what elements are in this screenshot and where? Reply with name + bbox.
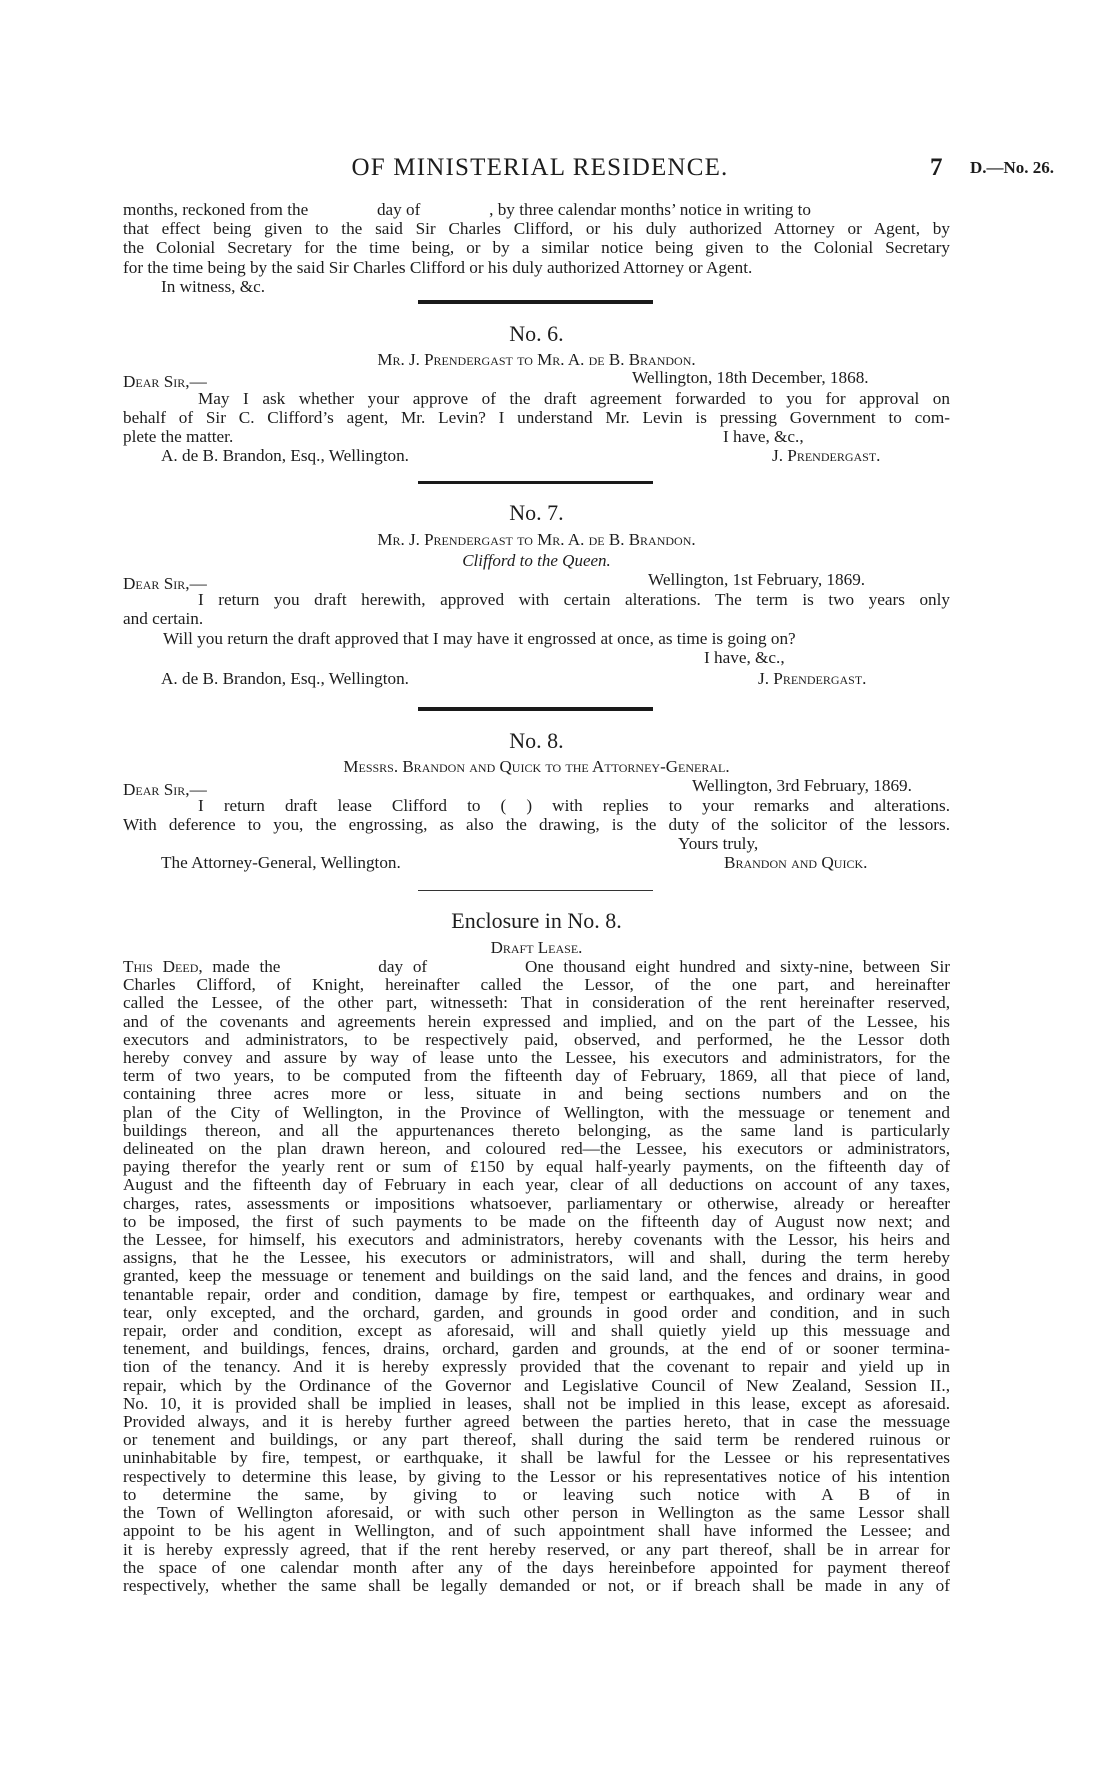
enclosure-subheading: Draft Lease. [490, 938, 583, 957]
letter-subheading-no6: Mr. J. Prendergast to Mr. A. de B. Brandon. [377, 350, 696, 369]
lease-text-line: tion of the tenancy. And it is hereby expressly provided that the covenant to repair and yield up in [123, 1357, 950, 1377]
letter-subheading-no7: Mr. J. Prendergast to Mr. A. de B. Brandon. [377, 530, 696, 549]
witness-line: In witness, &c. [161, 276, 266, 296]
closing: I have, &c., [704, 648, 785, 667]
lease-text-line: to determine the same, by giving to or leaving such notice with A B of in [123, 1484, 950, 1504]
text-line: the Colonial Secretary for the time being, or by a similar notice being given to the Colonial Secretary [123, 238, 950, 258]
salutation: Dear Sir,— [123, 780, 207, 799]
lease-text-line: repair, order and condition, except as aforesaid, will and shall quietly yield up this messuage and [123, 1321, 950, 1341]
letter-body-no8 [123, 796, 950, 834]
lease-text-line: called the Lessee, of the other part, witnesseth: That in consideration of the rent hereinafter reserved, [123, 993, 950, 1013]
lease-text-line: No. 10, it is provided shall be implied in leases, shall not be implied in this lease, except as aforesaid. [123, 1393, 950, 1413]
letter-date: Wellington, 18th December, 1868. [632, 368, 869, 387]
lease-text-line: tenement, and buildings, fences, drains, orchard, garden and grounds, at the end of or sooner termina- [123, 1339, 950, 1359]
letter-heading-no8: No. 8. [509, 728, 564, 753]
lease-text-line: appoint to be his agent in Wellington, and of such appointment shall have informed the Lessee; and [123, 1521, 950, 1541]
lease-text-line: uninhabitable by fire, tempest, or earthquake, it shall be lawful for the Lessee or his representatives [123, 1448, 950, 1468]
lease-text-line: term of two years, to be computed from the fifteenth day of February, 1869, all that piece of land, [123, 1066, 950, 1086]
letter-date: Wellington, 1st February, 1869. [648, 570, 866, 589]
letter-heading-no6: No. 6. [509, 321, 564, 346]
document-reference: D.—No. 26. [970, 158, 1055, 177]
text-line: that effect being given to the said Sir Charles Clifford, or his duly authorized Attorney or Agent, by [123, 219, 950, 239]
lease-text-line: paying therefor the yearly rent or sum of £150 by equal half-yearly payments, on the fifteenth day of [123, 1157, 950, 1177]
section-divider [418, 481, 653, 484]
closing: I have, &c., [723, 427, 804, 446]
salutation: Dear Sir,— [123, 574, 207, 593]
intro-paragraph [123, 200, 950, 296]
addressee: A. de B. Brandon, Esq., Wellington. [161, 669, 409, 688]
text-line: Will you return the draft approved that I may have it engrossed at once, as time is going on? [163, 629, 796, 649]
signature: J. Prendergast. [758, 669, 867, 688]
lease-text-line: granted, keep the messuage or tenement and buildings on the said land, and the fences and drains, in good [123, 1266, 950, 1286]
lease-text-line: hereby convey and assure by way of lease unto the Lessee, his executors and administrators, for the [123, 1048, 950, 1068]
text-line: May I ask whether your approve of the draft agreement forwarded to you for approval on [198, 389, 950, 408]
lease-text-line: buildings thereon, and all the appurtenances thereto belonging, as the same land is particularly [123, 1120, 950, 1140]
enclosure-heading: Enclosure in No. 8. [451, 908, 622, 933]
lease-text-line: repair, which by the Ordinance of the Governor and Legislative Council of New Zealand, Session II., [123, 1375, 950, 1395]
addressee: The Attorney-General, Wellington. [161, 853, 401, 872]
lease-text-line: the space of one calendar month after any of the days hereinbefore appointed for payment thereof [123, 1557, 950, 1577]
lease-opening-words: This Deed [123, 957, 199, 976]
text-line: plete the matter. [123, 427, 234, 447]
letter-note: Clifford to the Queen. [462, 551, 611, 570]
lease-text-line: Provided always, and it is hereby further agreed between the parties hereto, that in case the messuage [123, 1412, 950, 1432]
lease-text-line: and of the covenants and agreements herein expressed and implied, and on the part of the Lessee, his [123, 1011, 950, 1031]
text-line: I return you draft herewith, approved with certain alterations. The term is two years only [198, 590, 950, 609]
letter-subheading-no8: Messrs. Brandon and Quick to the Attorney-General. [343, 757, 730, 776]
addressee: A. de B. Brandon, Esq., Wellington. [161, 446, 409, 465]
lease-text-line: respectively, whether the same shall be legally demanded or not, or if breach shall be made in any of [123, 1575, 950, 1595]
text-line: behalf of Sir C. Clifford’s agent, Mr. Levin? I understand Mr. Levin is pressing Government to com- [123, 408, 950, 428]
text-line: I return draft lease Clifford to ( ) with replies to your remarks and alterations. [198, 796, 950, 815]
lease-text-line: containing three acres more or less, situate in and being sections numbers and on the [123, 1084, 950, 1104]
lease-text-line: August and the fifteenth day of February in each year, clear of all deductions on account of any taxes, [123, 1175, 950, 1195]
signature: J. Prendergast. [772, 446, 881, 465]
letter-body-no7 [123, 590, 950, 649]
text-line: and certain. [123, 609, 204, 629]
signature: Brandon and Quick. [724, 853, 868, 872]
closing: Yours truly, [678, 834, 759, 853]
lease-text-line: assigns, that he the Lessee, his executors or administrators, will and shall, during the term hereby [123, 1248, 950, 1268]
lease-text-line: executors and administrators, to be respectively paid, observed, and performed, he the Lessor doth [123, 1029, 950, 1049]
lease-text-line: This Deed, made the day of One thousand eight hundred and sixty-nine, between Sir [123, 957, 950, 976]
lease-text-line: tear, only excepted, and the orchard, garden, and grounds in good order and condition, and in such [123, 1302, 950, 1322]
lease-text-line: plan of the City of Wellington, in the Province of Wellington, with the messuage or tenement and [123, 1102, 950, 1122]
draft-lease-body [123, 958, 950, 1595]
lease-text-line: the Lessee, for himself, his executors and administrators, hereby covenants with the Lessor, his heirs and [123, 1230, 950, 1250]
lease-text-line: delineated on the plan drawn hereon, and coloured red—the Lessee, his executors or administrators, [123, 1139, 950, 1159]
running-head-title: OF MINISTERIAL RESIDENCE. [351, 154, 729, 181]
letter-body-no6 [123, 389, 950, 447]
text-line: for the time being by the said Sir Charles Clifford or his duly authorized Attorney or Agent. [123, 257, 753, 277]
lease-text-line: tenantable repair, order and condition, damage by fire, tempest or earthquakes, and ordinary wear and [123, 1284, 950, 1304]
text-line: months, reckoned from the day of , by three calendar months’ notice in writing to [123, 200, 811, 219]
lease-text-line: Charles Clifford, of Knight, hereinafter called the Lessor, of the one part, and hereinafter [123, 975, 950, 995]
section-divider [418, 300, 653, 304]
lease-text-line: charges, rates, assessments or impositions whatsoever, parliamentary or otherwise, already or hereafter [123, 1193, 950, 1213]
letter-date: Wellington, 3rd February, 1869. [692, 776, 912, 795]
letter-heading-no7: No. 7. [509, 500, 564, 525]
section-divider [418, 890, 653, 891]
page-number: 7 [930, 154, 943, 181]
salutation: Dear Sir,— [123, 372, 207, 391]
lease-text-line: or tenement and buildings, or any part thereof, shall during the said term be rendered ruinous or [123, 1430, 950, 1450]
text-line: With deference to you, the engrossing, as also the drawing, is the duty of the solicitor of the lessors. [123, 815, 950, 835]
lease-text-line: the Town of Wellington aforesaid, or with such other person in Wellington as the same Lessor shall [123, 1503, 950, 1523]
lease-text-line: respectively to determine this lease, by giving to the Lessor or his representatives notice of his intention [123, 1466, 950, 1486]
lease-text-line: to be imposed, the first of such payments to be made on the fifteenth day of August now next; and [123, 1211, 950, 1231]
section-divider [418, 707, 653, 711]
lease-text-line: it is hereby expressly agreed, that if the rent hereby reserved, or any part thereof, shall be in arrear for [123, 1539, 950, 1559]
